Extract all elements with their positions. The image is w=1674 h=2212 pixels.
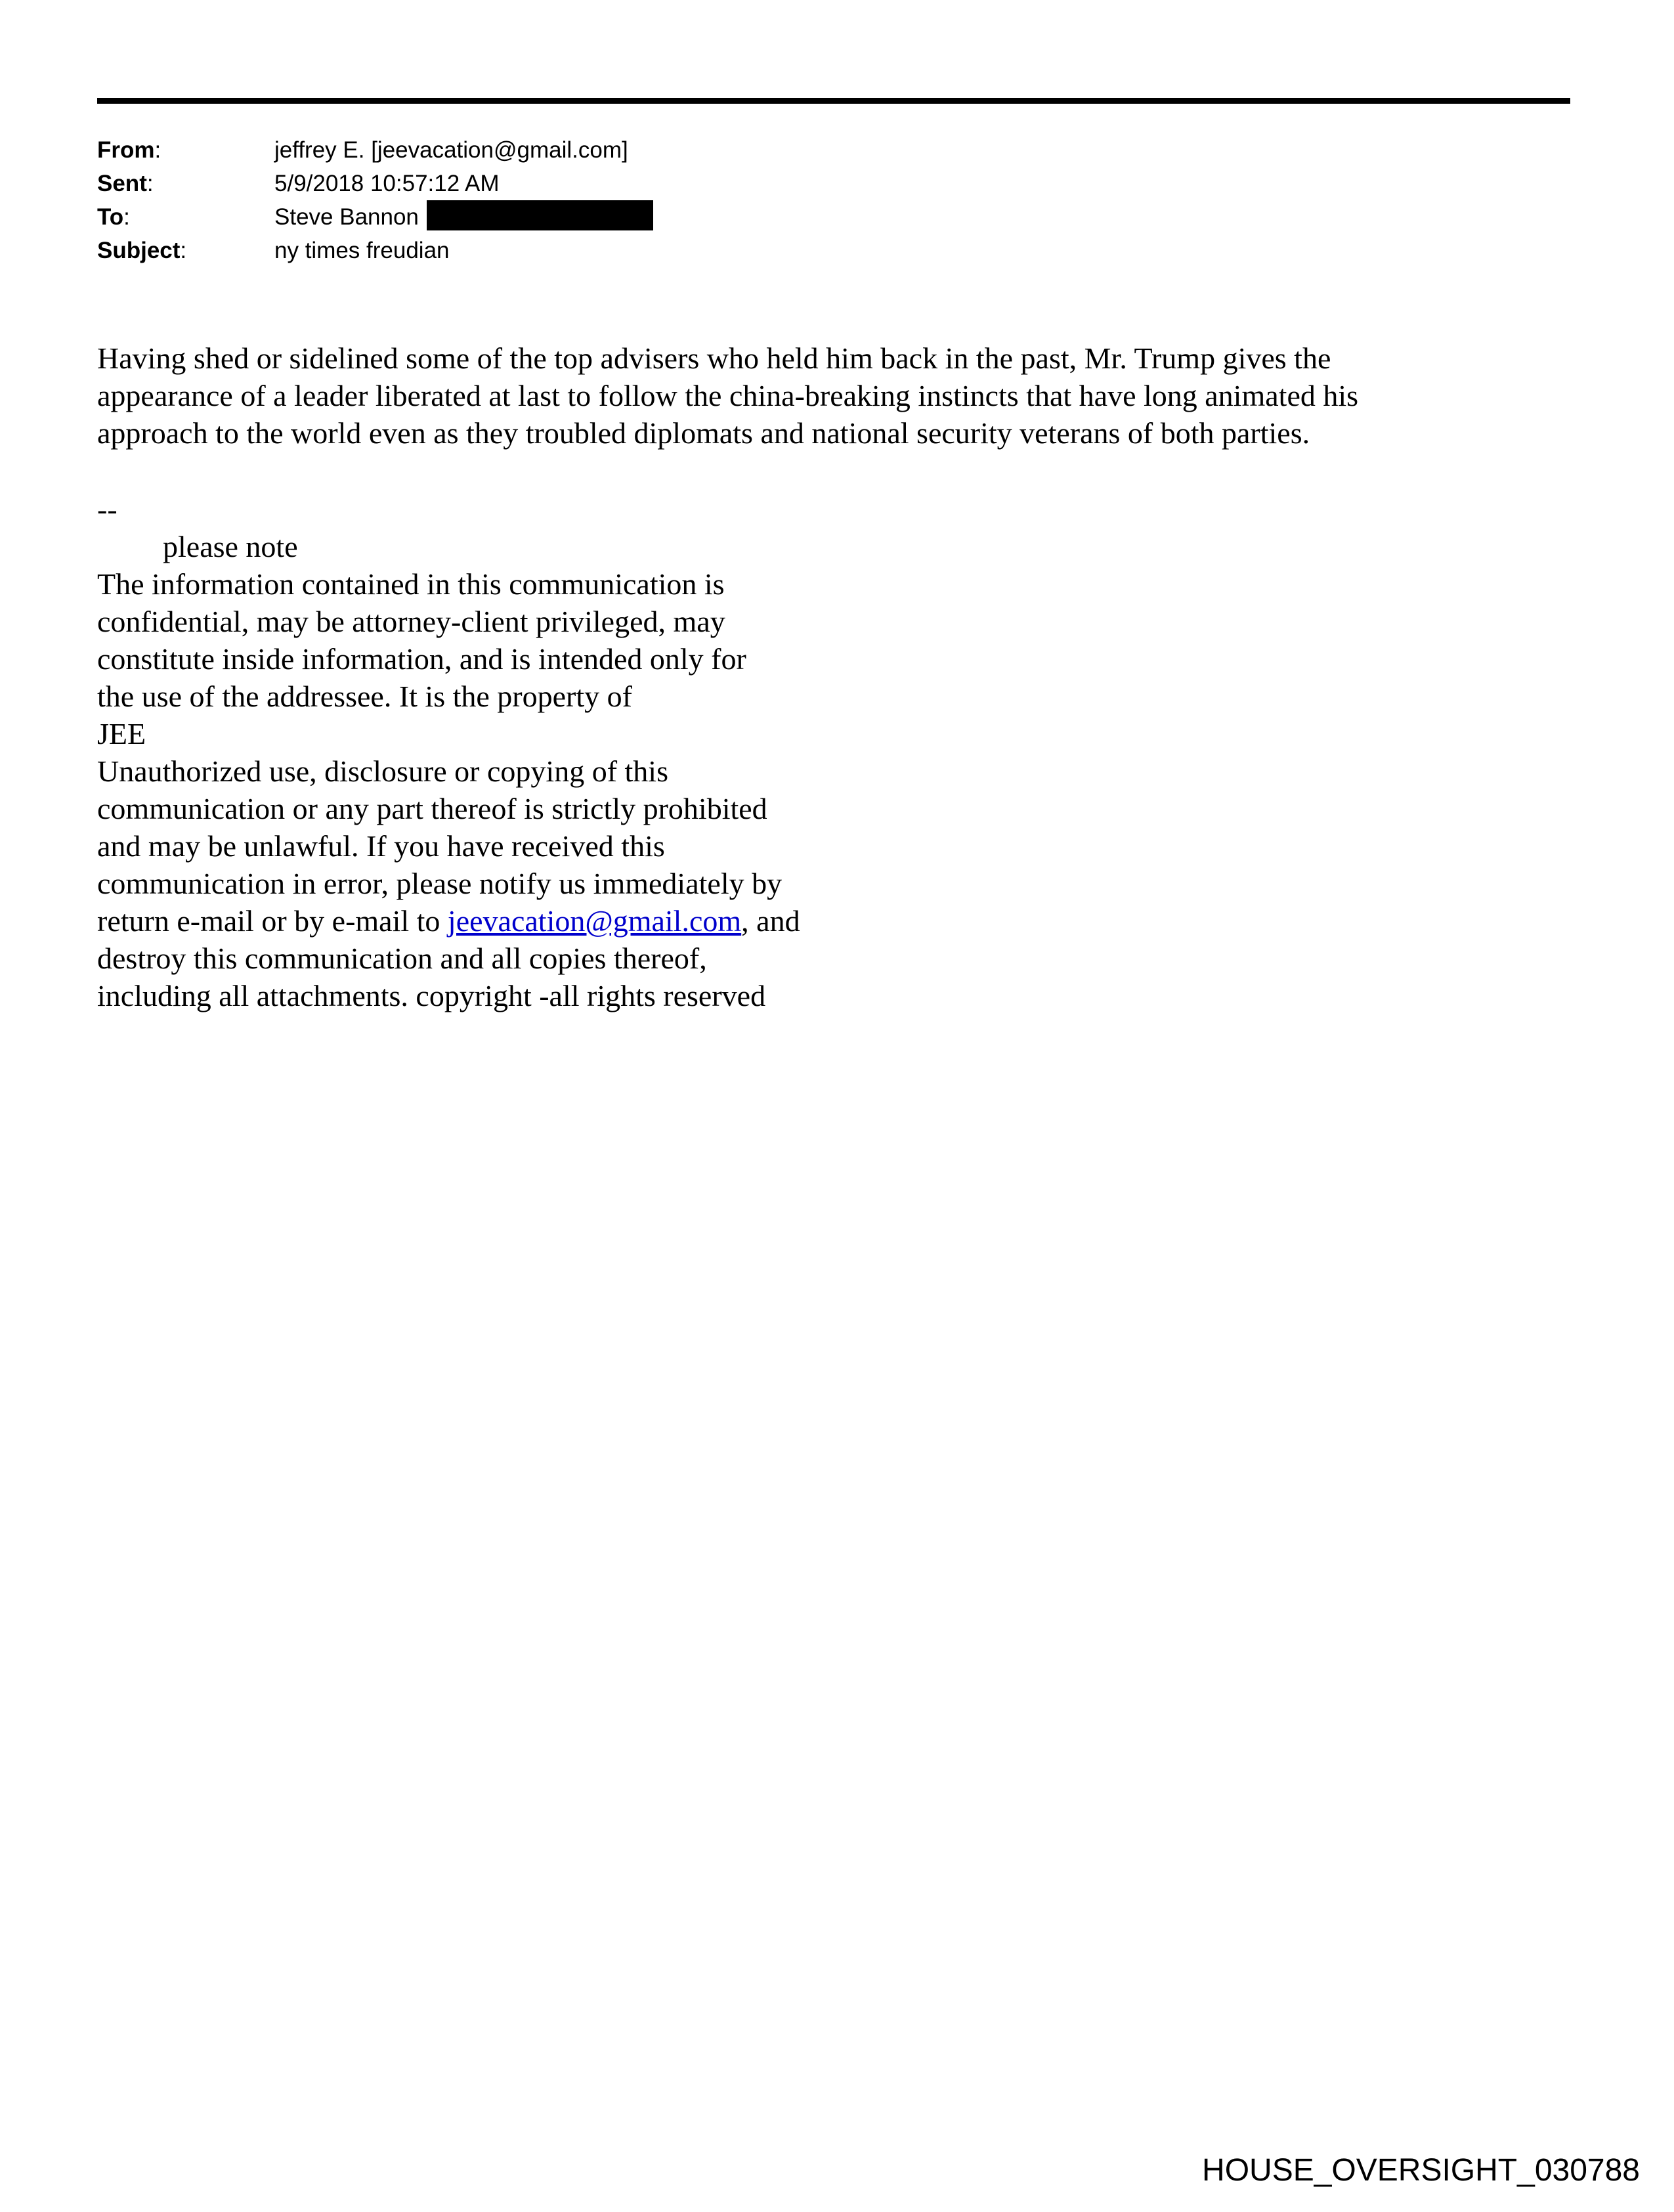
disclaimer-link-line	[97, 902, 800, 940]
link-line-prefix: return e-mail or by e-mail to	[97, 904, 448, 938]
sent-label: Sent:	[97, 171, 154, 196]
top-divider	[97, 98, 1570, 104]
body-line: approach to the world even as they troubled diplomats and national security veterans of both parties.	[97, 416, 1310, 450]
disclaimer-line: the use of the addressee. It is the property of	[97, 680, 632, 713]
disclaimer-line: destroy this communication and all copies thereof,	[97, 942, 707, 975]
signature-disclaimer	[97, 490, 800, 1014]
disclaimer-line: JEE	[97, 717, 146, 750]
disclaimer-line: including all attachments. copyright -all rights reserved	[97, 979, 766, 1012]
body-line: appearance of a leader liberated at last to follow the china-breaking instincts that have long animated his	[97, 379, 1359, 412]
link-line-suffix: , and	[741, 904, 800, 938]
disclaimer-line: communication in error, please notify us immediately by	[97, 867, 783, 900]
disclaimer-line: confidential, may be attorney-client privileged, may	[97, 605, 725, 638]
signature-separator: --	[97, 492, 118, 526]
subject-value: ny times freudian	[274, 238, 450, 263]
to-value: Steve Bannon	[274, 204, 419, 230]
to-row	[97, 200, 653, 234]
body-line: Having shed or sidelined some of the top advisers who held him back in the past, Mr. Trump gives the	[97, 341, 1331, 375]
redaction-block	[427, 200, 653, 230]
email-header	[97, 133, 653, 267]
from-value: jeffrey E. [jeevacation@gmail.com]	[274, 137, 628, 163]
email-body	[97, 339, 1574, 452]
disclaimer-line: and may be unlawful. If you have received this	[97, 829, 665, 863]
disclaimer-line: constitute inside information, and is intended only for	[97, 642, 746, 676]
to-label: To:	[97, 204, 130, 230]
disclaimer-line: Unauthorized use, disclosure or copying of this	[97, 754, 668, 788]
email-link[interactable]: jeevacation@gmail.com	[447, 904, 742, 938]
from-row	[97, 133, 653, 167]
disclaimer-line: communication or any part thereof is strictly prohibited	[97, 792, 767, 825]
subject-label: Subject:	[97, 238, 187, 263]
sent-value: 5/9/2018 10:57:12 AM	[274, 171, 500, 196]
bates-number: HOUSE_OVERSIGHT_030788	[1202, 2153, 1640, 2188]
subject-row	[97, 234, 653, 267]
from-label: From:	[97, 137, 161, 163]
disclaimer-line: The information contained in this communication is	[97, 567, 725, 601]
sent-row	[97, 167, 653, 200]
signature-note: please note	[163, 530, 298, 563]
to-value-wrap	[274, 200, 653, 234]
